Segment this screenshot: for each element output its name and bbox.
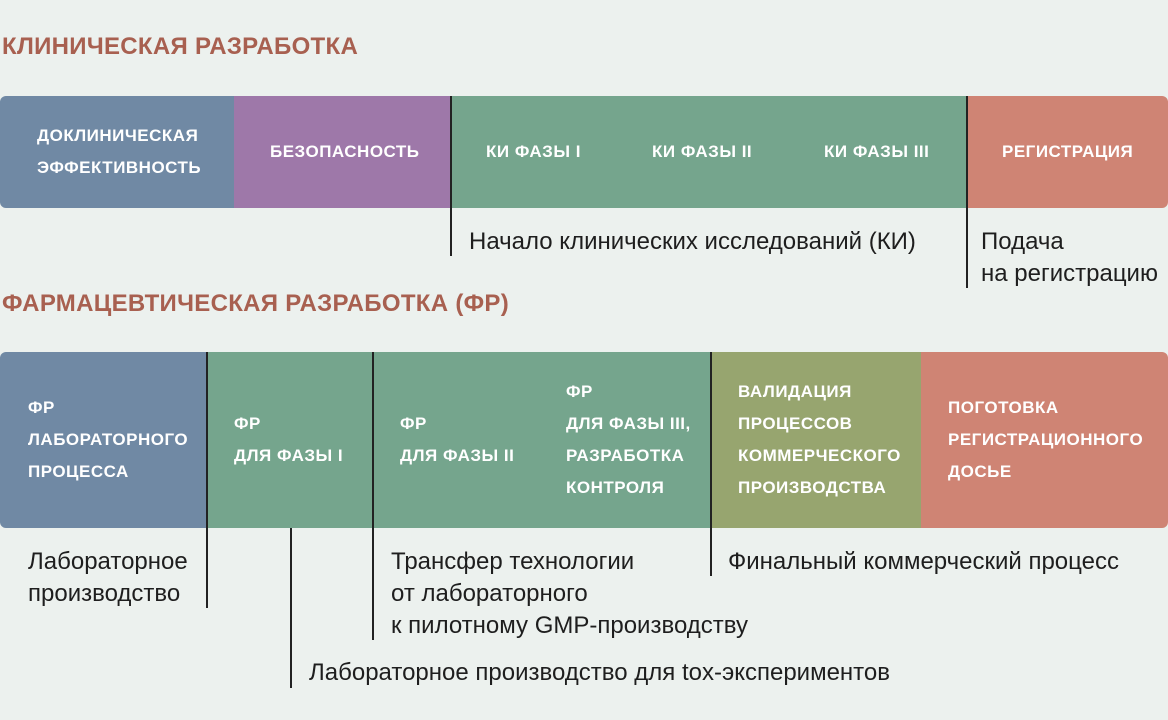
preclinical-efficacy-label: ДОКЛИНИЧЕСКАЯ ЭФФЕКТИВНОСТЬ [37,126,202,177]
phase1-trials-label: КИ ФАЗЫ I [486,142,581,161]
phase3-trials-label: КИ ФАЗЫ III [824,142,930,161]
lab-production-note: Лабораторное производство [28,548,188,607]
tech-transfer-marker [372,352,374,640]
pharma-development-bar [0,352,1168,528]
tox-production-marker [290,528,292,688]
phase1-dev-label: ФР ДЛЯ ФАЗЫ I [234,414,344,465]
safety-stage [234,96,451,208]
preclinical-efficacy-stage [0,96,234,208]
clinical-development-bar [0,96,1168,208]
validation-label: ВАЛИДАЦИЯ ПРОЦЕССОВ КОММЕРЧЕСКОГО ПРОИЗВОДСТВА [738,382,901,497]
submission-marker [966,96,968,288]
dossier-stage [921,352,1168,528]
dossier-label: ПОГОТОВКА РЕГИСТРАЦИОННОГО ДОСЬЕ [948,398,1144,481]
safety-label: БЕЗОПАСНОСТЬ [270,142,420,161]
phase3-dev-label: ФР ДЛЯ ФАЗЫ III, РАЗРАБОТКА КОНТРОЛЯ [566,382,691,497]
final-process-note: Финальный коммерческий процесс [728,548,1119,575]
trials-start-marker [450,96,452,256]
lab-process-stage [0,352,208,528]
validation-stage [712,352,921,528]
phase2-trials-label: КИ ФАЗЫ II [652,142,753,161]
tech-transfer-note: Трансфер технологии от лабораторного к пилотному GMP-производству [391,548,748,639]
phase2-dev-label: ФР ДЛЯ ФАЗЫ II [400,414,515,465]
lab-process-label: ФР ЛАБОРАТОРНОГО ПРОЦЕССА [28,398,189,481]
clinical-development-title: КЛИНИЧЕСКАЯ РАЗРАБОТКА [2,33,359,60]
registration-stage [968,96,1168,208]
final-process-marker [710,352,712,576]
registration-label: РЕГИСТРАЦИЯ [1002,142,1134,161]
phase1-dev-stage [208,352,712,528]
trials-start-note: Начало клинических исследований (КИ) [469,228,916,255]
pharma-development-title: ФАРМАЦЕВТИЧЕСКАЯ РАЗРАБОТКА (ФР) [2,290,510,317]
tox-production-note: Лабораторное производство для tox-экспериментов [309,659,891,686]
clinical-trials-stage [451,96,968,208]
submission-note: Подача на регистрацию [981,228,1158,287]
lab-production-marker [206,352,208,608]
